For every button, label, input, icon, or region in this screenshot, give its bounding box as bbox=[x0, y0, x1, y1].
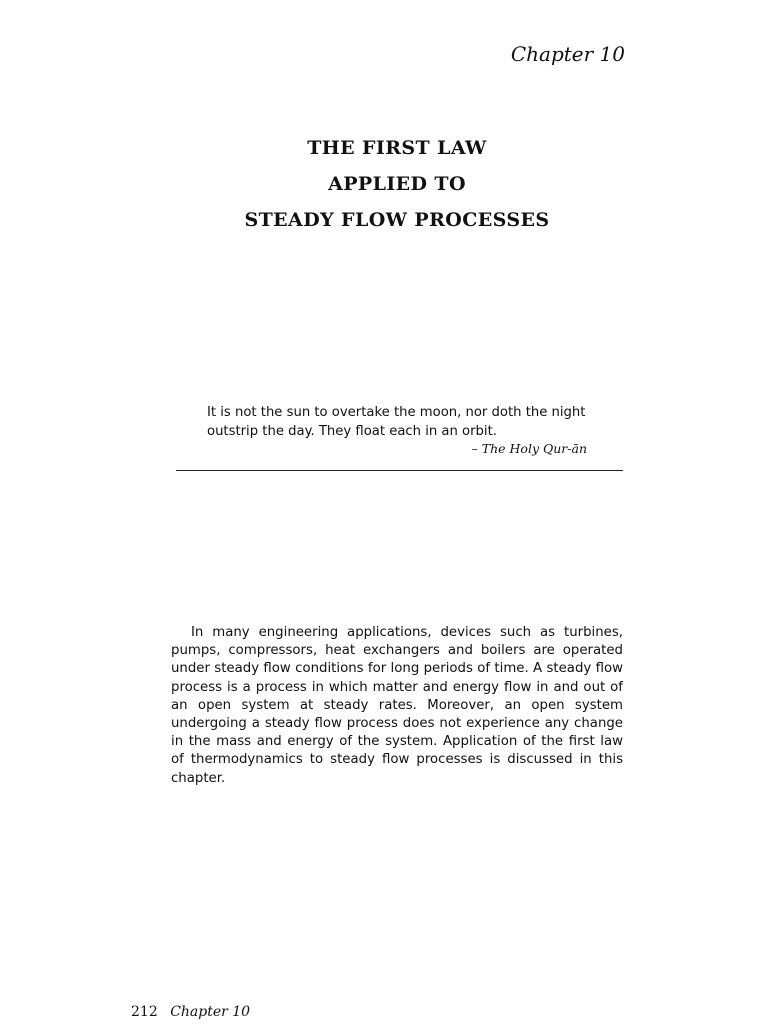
page-number: 212 bbox=[131, 1004, 158, 1020]
footer-chapter: Chapter 10 bbox=[170, 1004, 251, 1020]
chapter-title bbox=[0, 130, 768, 238]
chapter-title-line-2: APPLIED TO bbox=[328, 173, 466, 195]
epigraph-quote: It is not the sun to overtake the moon, nor doth the night outstrip the day. They float each in an orbit. bbox=[207, 405, 586, 439]
chapter-title-line-1: THE FIRST LAW bbox=[307, 137, 487, 159]
page-footer bbox=[131, 1004, 250, 1020]
section-divider bbox=[176, 470, 623, 471]
intro-paragraph: In many engineering applications, devices such as turbines, pumps, compressors, heat exchangers and boilers are operated under steady flow conditions for long periods of time. A steady flow process is a process in which matter and energy flow in and out of an open system at steady rates. Moreover, an open system undergoing a steady flow process does not experience any change in the mass and energy of the system. Application of the first law of thermodynamics to steady flow processes is discussed in this chapter. bbox=[171, 625, 623, 786]
chapter-label: Chapter 10 bbox=[510, 42, 625, 66]
epigraph-attribution: – The Holy Qur-ān bbox=[471, 441, 587, 456]
chapter-title-line-3: STEADY FLOW PROCESSES bbox=[244, 209, 550, 231]
